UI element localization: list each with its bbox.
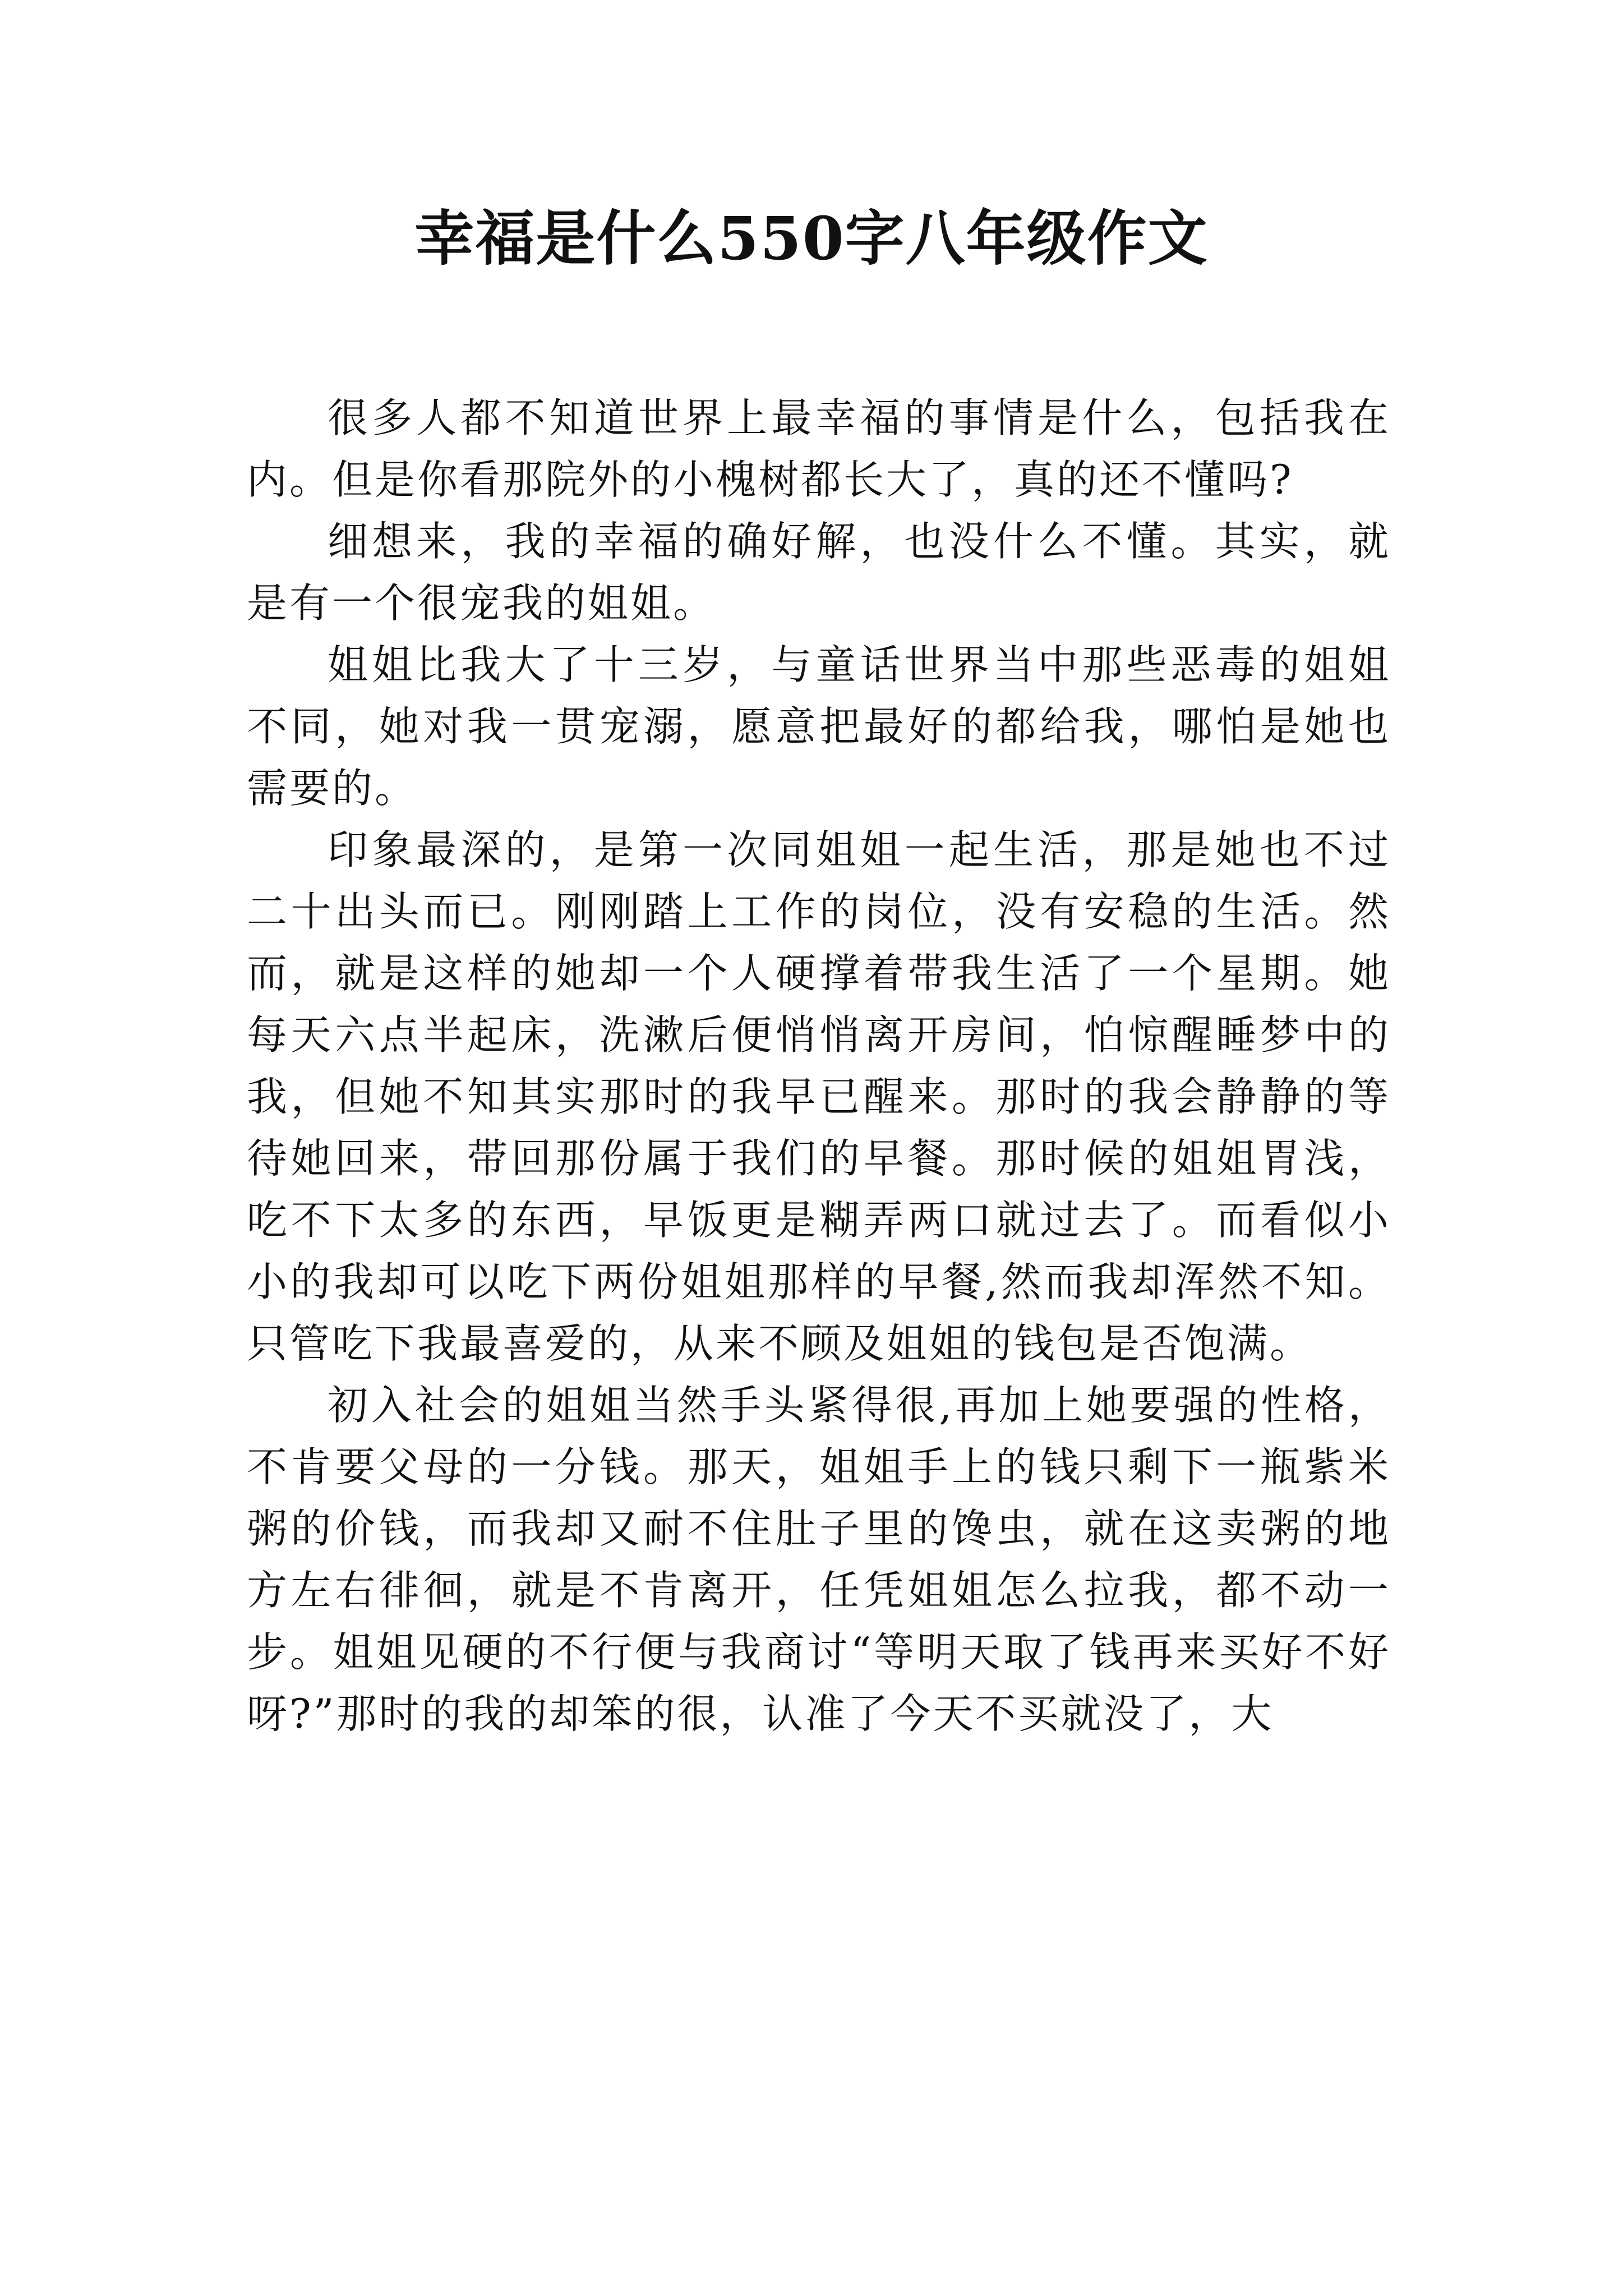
paragraph-4: 印象最深的，是第一次同姐姐一起生活，那是她也不过二十出头而已。刚刚踏上工作的岗位，没有安稳的生活。然而，就是这样的她却一个人硬撑着带我生活了一个星期。她每天六点半起床，洗漱后便悄悄离开房间，怕惊醒睡梦中的我，但她不知其实那时的我早已醒来。那时的我会静静的等待她回来，带回那份属于我们的早餐。那时候的姐姐胃浅，吃不下太多的东西，早饭更是糊弄两口就过去了。而看似小小的我却可以吃下两份姐姐那样的早餐,然而我却浑然不知。只管吃下我最喜爱的，从来不顾及姐姐的钱包是否饱满。 [247, 826, 1391, 1367]
document-body [247, 387, 1391, 1745]
paragraph-1: 很多人都不知道世界上最幸福的事情是什么，包括我在内。但是你看那院外的小槐树都长大了，真的还不懂吗? [247, 394, 1391, 503]
paragraph-5: 初入社会的姐姐当然手头紧得很,再加上她要强的性格，不肯要父母的一分钱。那天，姐姐手上的钱只剩下一瓶紫米粥的价钱，而我却又耐不住肚子里的馋虫，就在这卖粥的地方左右徘徊，就是不肯离开，任凭姐姐怎么拉我，都不动一步。姐姐见硬的不行便与我商讨“等明天取了钱再来买好不好呀?”那时的我的却笨的很，认准了今天不买就没了，大 [247, 1382, 1391, 1737]
paragraph-3: 姐姐比我大了十三岁，与童话世界当中那些恶毒的姐姐不同，她对我一贯宠溺，愿意把最好的都给我，哪怕是她也需要的。 [247, 641, 1391, 812]
document-title: 幸福是什么550字八年级作文 [414, 203, 1209, 273]
paragraph-2: 细想来，我的幸福的确好解，也没什么不懂。其实，就是有一个很宠我的姐姐。 [247, 518, 1391, 627]
